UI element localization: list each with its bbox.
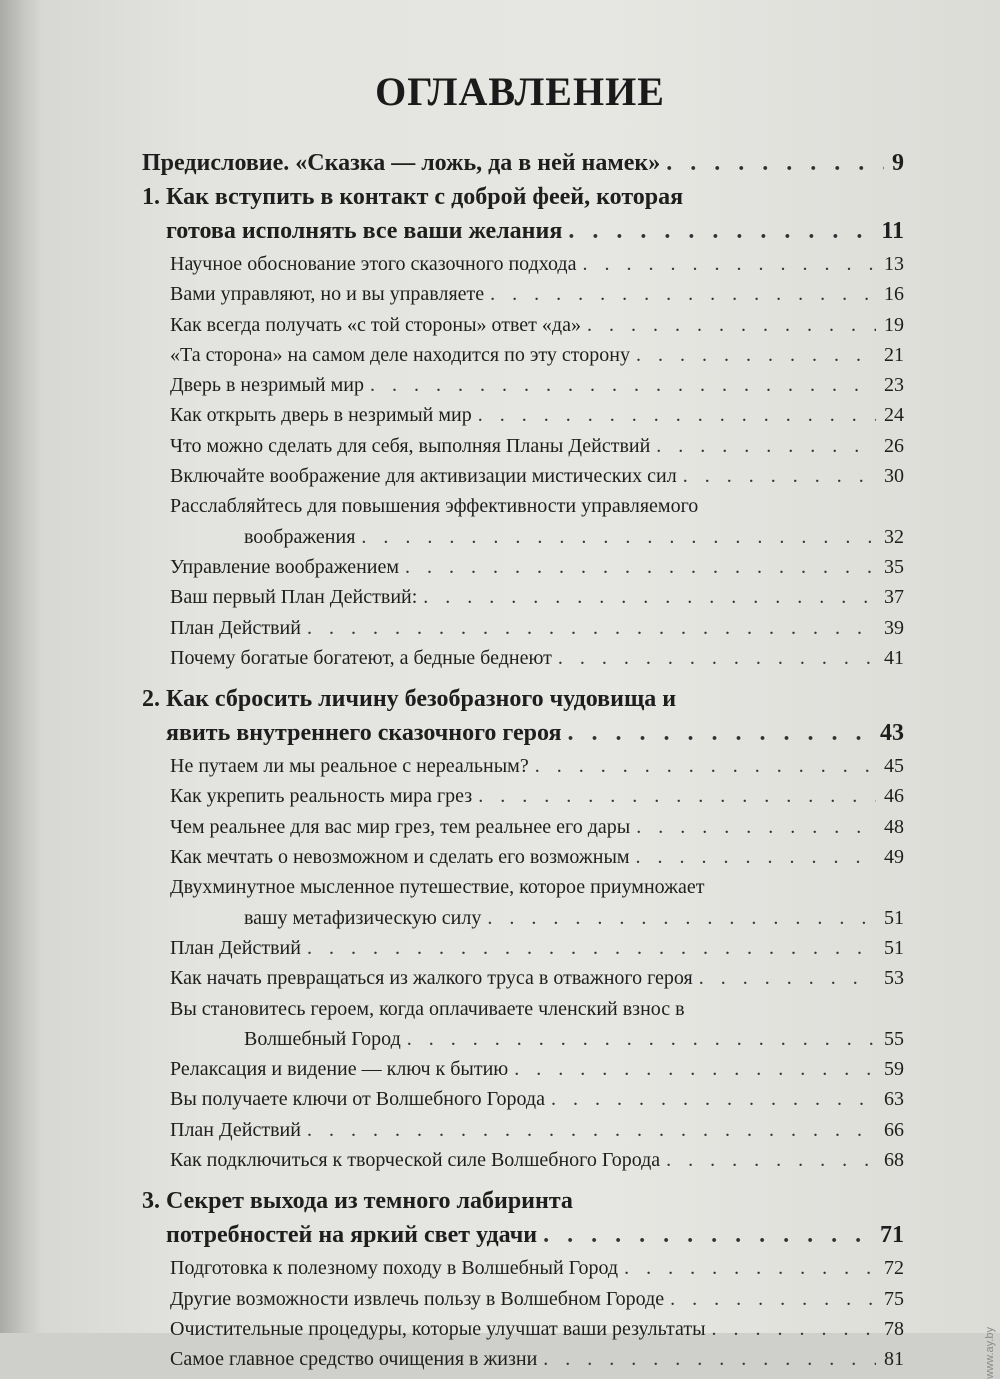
toc-entry-page: 39 — [884, 616, 904, 639]
toc-entry-title: Чем реальнее для вас мир грез, тем реальнее его дары — [170, 815, 631, 838]
toc-entry-title: Подготовка к полезному походу в Волшебный Город — [170, 1257, 619, 1280]
toc-subentry — [142, 552, 904, 582]
leader-dots — [514, 1054, 876, 1084]
toc-subentry-two-line — [142, 994, 904, 1055]
spacer — [142, 1175, 904, 1185]
toc-subentry — [142, 249, 904, 279]
toc-entry-title: Самое главное средство очищения в жизни — [170, 1348, 538, 1371]
toc-entry-title-line1: Двухминутное мысленное путешествие, которое приумножает — [170, 876, 705, 899]
leader-dots — [487, 903, 876, 933]
toc-entry-page: 37 — [884, 586, 904, 609]
toc-entry-title: Очистительные процедуры, которые улучшат ваши результаты — [170, 1317, 706, 1340]
page-title: ОГЛАВЛЕНИЕ — [375, 69, 665, 114]
leader-dots — [568, 214, 873, 249]
chapter-2-title-line1: 2. Как сбросить личину безобразного чудовища и — [142, 686, 677, 713]
chapter-2-title-line2 — [142, 716, 904, 751]
toc-subentry — [142, 340, 904, 370]
toc-entry-page: 30 — [884, 465, 904, 488]
toc-entry-page: 23 — [884, 374, 904, 397]
leader-dots — [478, 781, 876, 811]
toc-entry-title: Волшебный Город — [244, 1027, 401, 1050]
toc-entry-page: 71 — [880, 1222, 904, 1249]
toc-entry-line2 — [142, 522, 904, 552]
toc-subentry-two-line — [142, 491, 904, 552]
toc-entry-title: Как начать превращаться из жалкого труса в отважного героя — [170, 967, 693, 990]
toc-subentry — [142, 1314, 904, 1344]
leader-dots — [587, 310, 876, 340]
leader-dots — [307, 933, 876, 963]
toc-entry-title: Почему богатые богатеют, а бедные беднеют — [170, 646, 552, 669]
leader-dots — [624, 1253, 876, 1283]
leader-dots — [361, 522, 876, 552]
toc-entry-page: 21 — [884, 343, 904, 366]
toc-entry-page: 49 — [884, 846, 904, 869]
toc-subentry — [142, 751, 904, 781]
toc-subentry — [142, 812, 904, 842]
toc-entry-title: Как подключиться к творческой силе Волшебного Города — [170, 1149, 661, 1172]
toc-entry-title: Дверь в незримый мир — [170, 374, 364, 397]
toc-subentry — [142, 370, 904, 400]
leader-dots — [543, 1344, 876, 1374]
toc-subentry — [142, 279, 904, 309]
toc-entry-title: потребностей на яркий свет удачи — [166, 1222, 538, 1249]
toc-entry-page: 13 — [884, 253, 904, 275]
toc-entry-page: 51 — [884, 906, 904, 929]
toc-entry-title: Как всегда получать «с той стороны» ответ «да» — [170, 313, 581, 336]
leader-dots — [670, 1284, 876, 1314]
toc-subentry-two-line — [142, 872, 904, 933]
chapter-3-title-line1: 3. Секрет выхода из темного лабиринта — [142, 1188, 573, 1215]
toc-entry-page: 19 — [884, 313, 904, 336]
toc-entry-title: Предисловие. «Сказка — ложь, да в ней намек» — [142, 150, 661, 176]
leader-dots — [558, 643, 876, 673]
toc-entry-title-line1: Расслабляйтесь для повышения эффективности управляемого — [170, 495, 699, 518]
leader-dots — [490, 279, 876, 309]
toc-entry-title: План Действий — [170, 616, 301, 639]
toc-entry-title: Научное обоснование этого сказочного подхода — [170, 253, 577, 275]
toc-entry-page: 75 — [884, 1287, 904, 1310]
toc-entry-page: 51 — [884, 936, 904, 959]
toc-entry-page: 63 — [884, 1088, 904, 1111]
toc-entry-title: Вы получаете ключи от Волшебного Города — [170, 1088, 545, 1111]
leader-dots — [636, 842, 876, 872]
toc-entry-page: 53 — [884, 967, 904, 990]
toc-entry-title: Ваш первый План Действий: — [170, 586, 418, 609]
toc-entry-title: «Та сторона» на самом деле находится по эту сторону — [170, 343, 630, 366]
toc-entry-page: 16 — [884, 283, 904, 306]
leader-dots — [656, 431, 876, 461]
leader-dots — [478, 400, 876, 430]
toc-entry-page: 41 — [884, 646, 904, 669]
chapter-2 — [142, 683, 904, 751]
toc-entry-line2 — [142, 1024, 904, 1054]
toc-entry-page: 72 — [884, 1257, 904, 1280]
toc-entry-page: 43 — [880, 720, 904, 747]
leader-dots — [666, 1145, 876, 1175]
leader-dots — [636, 812, 876, 842]
toc-entry-page: 11 — [881, 218, 904, 244]
leader-dots — [568, 716, 872, 751]
toc-entry-line2 — [142, 903, 904, 933]
leader-dots — [423, 582, 876, 612]
chapter-3-title-line2 — [142, 1218, 904, 1253]
toc-entry-title: План Действий — [170, 936, 301, 959]
toc-subentry — [142, 582, 904, 612]
toc-entry-title: явить внутреннего сказочного героя — [166, 720, 562, 747]
toc-subentry — [142, 933, 904, 963]
toc-subentry — [142, 842, 904, 872]
toc-subentry — [142, 1344, 904, 1374]
toc-subentry — [142, 400, 904, 430]
toc-entry-page: 68 — [884, 1149, 904, 1172]
toc-entry-page: 66 — [884, 1118, 904, 1141]
chapter-1-title-line2 — [142, 214, 904, 249]
leader-dots — [307, 613, 876, 643]
leader-dots — [543, 1218, 872, 1253]
book-spine-shadow — [0, 0, 42, 1333]
leader-dots — [370, 370, 876, 400]
toc-subentry — [142, 781, 904, 811]
toc-subentry — [142, 1253, 904, 1283]
toc-entry-title-line1: Вы становитесь героем, когда оплачиваете членский взнос в — [170, 997, 685, 1020]
toc-subentry — [142, 1145, 904, 1175]
toc-entry-title: Что можно сделать для себя, выполняя Планы Действий — [170, 434, 651, 457]
toc-entry-title: Управление воображением — [170, 555, 400, 578]
leader-dots — [407, 1024, 876, 1054]
toc-entry-title: Релаксация и видение — ключ к бытию — [170, 1058, 509, 1081]
toc-entry-page: 45 — [884, 755, 904, 778]
toc-entry-page: 59 — [884, 1058, 904, 1081]
toc-subentry — [142, 431, 904, 461]
toc-entry-page: 26 — [884, 434, 904, 457]
leader-dots — [307, 1115, 876, 1145]
toc-entry-title: готова исполнять все ваши желания — [166, 218, 563, 244]
leader-dots — [712, 1314, 876, 1344]
toc-subentry — [142, 1054, 904, 1084]
leader-dots — [636, 340, 876, 370]
toc-entry-title: Включайте воображение для активизации мистических сил — [170, 465, 677, 488]
toc-entry-page: 9 — [892, 150, 904, 176]
leader-dots — [551, 1084, 876, 1114]
toc-subentry — [142, 613, 904, 643]
toc-entry-title: Как укрепить реальность мира грез — [170, 785, 473, 808]
toc-entry-title: воображения — [244, 525, 356, 548]
chapter-1-title-line1: 1. Как вступить в контакт с доброй феей, которая — [142, 184, 684, 210]
leader-dots — [699, 963, 876, 993]
toc-entry-page: 32 — [884, 525, 904, 548]
leader-dots — [683, 461, 876, 491]
toc-subentry — [142, 1084, 904, 1114]
watermark: www.ay.by — [984, 1327, 996, 1379]
toc-subentry — [142, 1115, 904, 1145]
toc-entry-page: 35 — [884, 555, 904, 578]
toc-subentry — [142, 310, 904, 340]
toc-entry-page: 46 — [884, 785, 904, 808]
leader-dots — [535, 751, 876, 781]
toc-entry-page: 78 — [884, 1317, 904, 1340]
leader-dots — [666, 146, 884, 181]
toc-entry-title: Как открыть дверь в незримый мир — [170, 404, 472, 427]
chapter-3 — [142, 1185, 904, 1253]
toc-entry-title: Как мечтать о невозможном и сделать его возможным — [170, 846, 630, 869]
toc-subentry — [142, 1284, 904, 1314]
table-of-contents — [142, 146, 904, 1375]
toc-entry-title: Другие возможности извлечь пользу в Волшебном Городе — [170, 1287, 665, 1310]
toc-entry-title: вашу метафизическую силу — [244, 906, 482, 929]
spacer — [142, 673, 904, 683]
toc-entry-page: 24 — [884, 404, 904, 427]
toc-subentry — [142, 963, 904, 993]
toc-entry-title: План Действий — [170, 1118, 301, 1141]
toc-entry-page: 55 — [884, 1027, 904, 1050]
toc-subentry — [142, 643, 904, 673]
leader-dots — [582, 249, 876, 279]
toc-subentry — [142, 461, 904, 491]
toc-entry-page: 48 — [884, 815, 904, 838]
chapter-1 — [142, 181, 904, 249]
toc-entry-title: Не путаем ли мы реальное с нереальным? — [170, 755, 529, 778]
toc-entry-title: Вами управляют, но и вы управляете — [170, 283, 485, 306]
toc-entry-preface — [142, 146, 904, 181]
toc-entry-page: 81 — [884, 1348, 904, 1371]
leader-dots — [405, 552, 876, 582]
